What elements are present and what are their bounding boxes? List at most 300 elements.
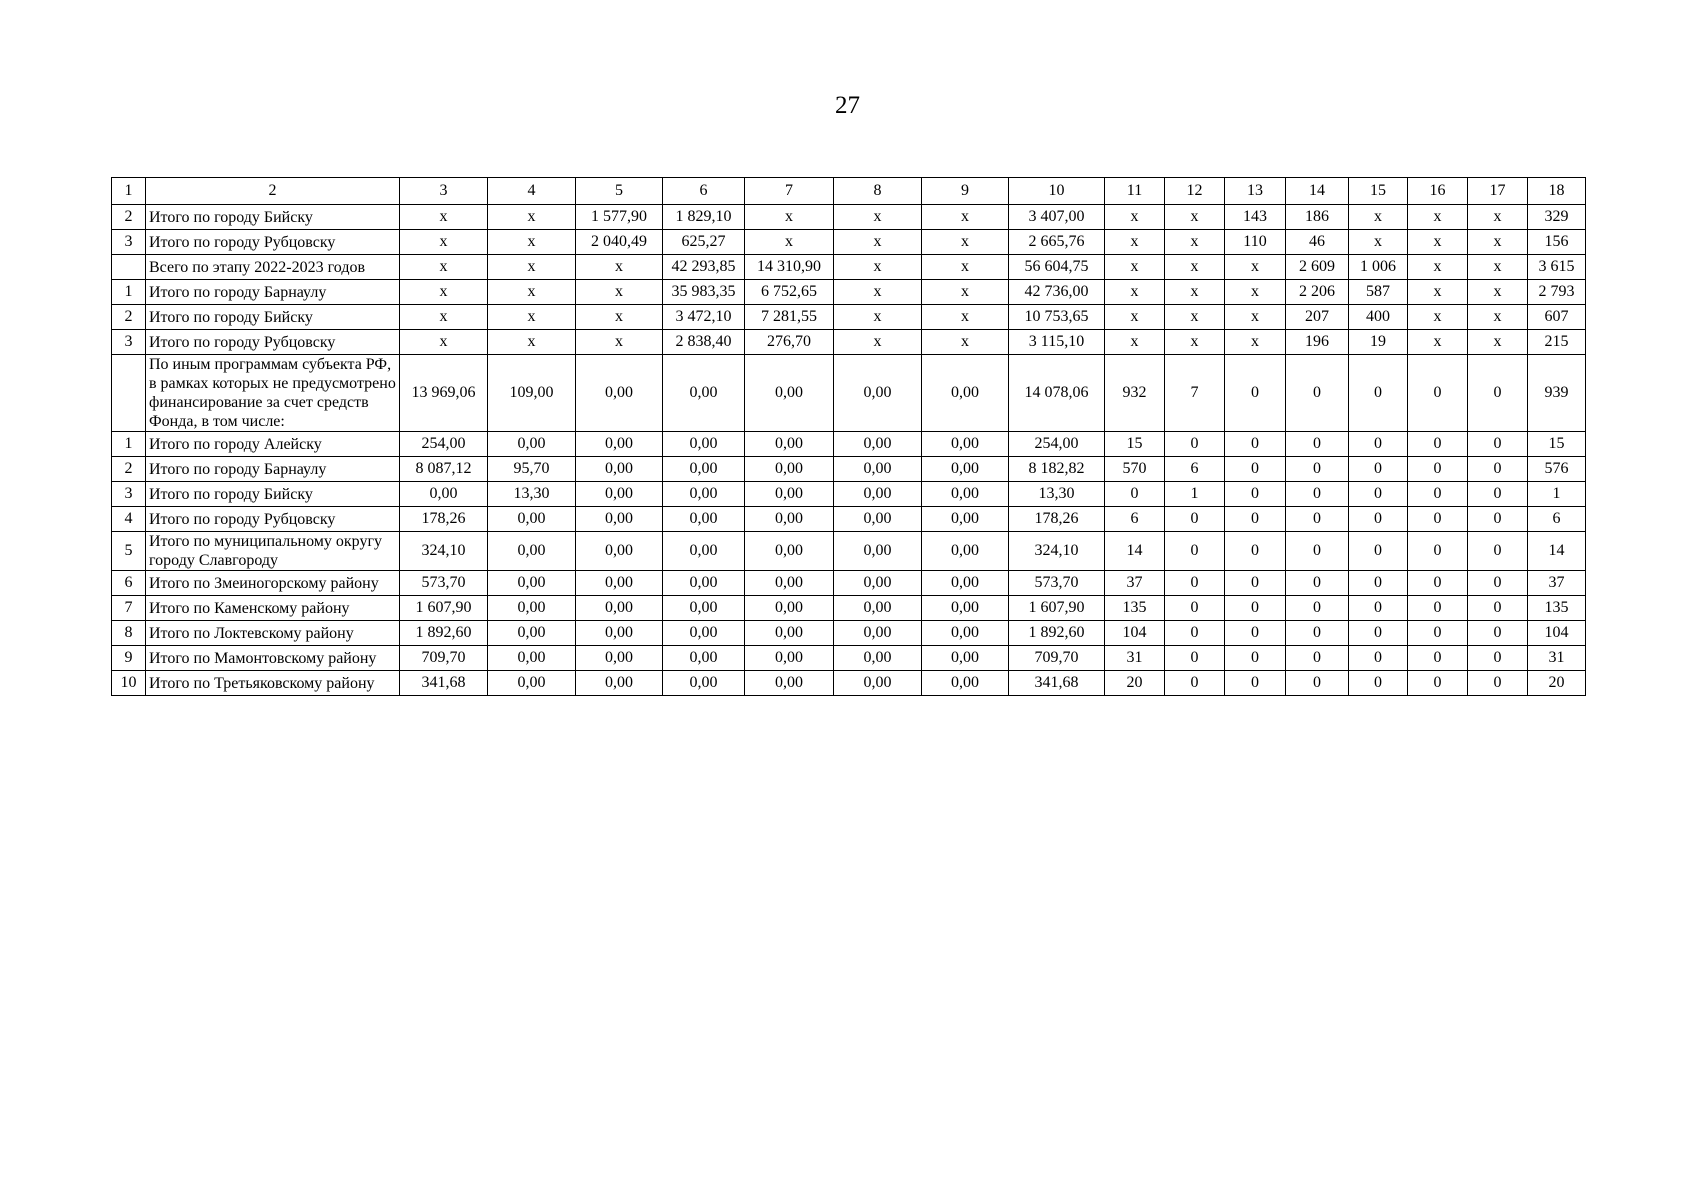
value-cell: 0,00 [576,646,663,671]
value-cell: 0,00 [663,457,745,482]
value-cell: 10 753,65 [1009,305,1105,330]
value-cell: 46 [1286,230,1349,255]
column-number-header: 15 [1349,178,1408,205]
table-row [112,482,1586,507]
value-cell: 576 [1528,457,1586,482]
column-number-header: 16 [1408,178,1468,205]
value-cell: 625,27 [663,230,745,255]
row-name: Итого по городу Рубцовску [146,230,400,255]
value-cell: x [922,205,1009,230]
value-cell: 143 [1225,205,1286,230]
value-cell: 0,00 [834,482,922,507]
value-cell: x [1105,255,1165,280]
value-cell: 35 983,35 [663,280,745,305]
value-cell: 0 [1468,621,1528,646]
value-cell: x [400,205,488,230]
value-cell: x [1408,230,1468,255]
value-cell: x [488,205,576,230]
value-cell: 254,00 [1009,432,1105,457]
value-cell: x [1165,255,1225,280]
value-cell: 0 [1349,355,1408,432]
table-row [112,532,1586,571]
value-cell: 0,00 [745,571,834,596]
value-cell: 0,00 [663,355,745,432]
value-cell: 6 [1165,457,1225,482]
row-number: 5 [112,532,146,571]
value-cell: 15 [1105,432,1165,457]
value-cell: 42 736,00 [1009,280,1105,305]
value-cell: 0 [1468,671,1528,696]
value-cell: x [1105,305,1165,330]
value-cell: 7 [1165,355,1225,432]
value-cell: x [834,255,922,280]
row-name: Итого по городу Рубцовску [146,507,400,532]
value-cell: 607 [1528,305,1586,330]
column-number-header: 8 [834,178,922,205]
value-cell: 37 [1105,571,1165,596]
row-number [112,255,146,280]
value-cell: 0,00 [488,571,576,596]
table-row [112,507,1586,532]
row-name: Итого по муниципальному округу городу Славгороду [146,532,400,571]
row-number: 3 [112,230,146,255]
value-cell: x [1105,330,1165,355]
row-number: 4 [112,507,146,532]
row-number: 3 [112,482,146,507]
value-cell: 0 [1349,432,1408,457]
value-cell: 207 [1286,305,1349,330]
row-name: Всего по этапу 2022-2023 годов [146,255,400,280]
value-cell: 0,00 [576,355,663,432]
value-cell: 6 [1528,507,1586,532]
value-cell: 0 [1408,507,1468,532]
value-cell: 573,70 [1009,571,1105,596]
value-cell: x [1105,280,1165,305]
value-cell: x [1468,255,1528,280]
row-number: 6 [112,571,146,596]
value-cell: 0 [1349,571,1408,596]
value-cell: 0 [1349,507,1408,532]
value-cell: x [1468,230,1528,255]
value-cell: 3 407,00 [1009,205,1105,230]
value-cell: 0,00 [663,646,745,671]
value-cell: 0,00 [576,671,663,696]
value-cell: 0,00 [663,507,745,532]
value-cell: 3 115,10 [1009,330,1105,355]
value-cell: 939 [1528,355,1586,432]
value-cell: 0 [1225,571,1286,596]
value-cell: 6 752,65 [745,280,834,305]
value-cell: 0 [1468,507,1528,532]
value-cell: 0,00 [834,571,922,596]
column-number-header: 7 [745,178,834,205]
table-row [112,255,1586,280]
value-cell: 0 [1468,532,1528,571]
value-cell: x [922,255,1009,280]
value-cell: x [834,230,922,255]
column-number-header: 14 [1286,178,1349,205]
column-number-header: 17 [1468,178,1528,205]
value-cell: 0,00 [576,571,663,596]
value-cell: 196 [1286,330,1349,355]
row-number: 7 [112,596,146,621]
value-cell: 0,00 [834,432,922,457]
table-row [112,432,1586,457]
value-cell: 0 [1408,571,1468,596]
value-cell: 0 [1468,355,1528,432]
value-cell: 0 [1286,355,1349,432]
value-cell: 0,00 [834,671,922,696]
value-cell: 135 [1528,596,1586,621]
value-cell: 0 [1468,646,1528,671]
row-number: 10 [112,671,146,696]
value-cell: x [576,305,663,330]
value-cell: 2 040,49 [576,230,663,255]
value-cell: 0,00 [488,671,576,696]
row-number [112,355,146,432]
value-cell: 8 182,82 [1009,457,1105,482]
value-cell: 1 607,90 [400,596,488,621]
value-cell: x [576,330,663,355]
value-cell: 570 [1105,457,1165,482]
value-cell: 0,00 [834,596,922,621]
row-name: Итого по городу Бийску [146,205,400,230]
value-cell: 2 609 [1286,255,1349,280]
value-cell: 178,26 [1009,507,1105,532]
row-name: Итого по городу Бийску [146,305,400,330]
value-cell: 0,00 [745,457,834,482]
value-cell: 104 [1528,621,1586,646]
value-cell: 0 [1165,432,1225,457]
table-row [112,457,1586,482]
value-cell: 324,10 [400,532,488,571]
value-cell: x [1468,280,1528,305]
value-cell: 0 [1286,482,1349,507]
value-cell: 0,00 [922,482,1009,507]
value-cell: x [834,205,922,230]
value-cell: 0,00 [400,482,488,507]
value-cell: 0,00 [745,596,834,621]
value-cell: 14 [1528,532,1586,571]
row-number: 3 [112,330,146,355]
value-cell: 1 [1165,482,1225,507]
column-number-header: 3 [400,178,488,205]
value-cell: 0,00 [922,532,1009,571]
value-cell: 13,30 [488,482,576,507]
data-table [111,177,1586,696]
value-cell: x [1468,305,1528,330]
value-cell: 0,00 [834,621,922,646]
value-cell: 0,00 [745,432,834,457]
row-number: 8 [112,621,146,646]
value-cell: 42 293,85 [663,255,745,280]
value-cell: 37 [1528,571,1586,596]
value-cell: x [834,330,922,355]
value-cell: x [834,305,922,330]
value-cell: 186 [1286,205,1349,230]
value-cell: x [1349,230,1408,255]
value-cell: 0,00 [922,621,1009,646]
value-cell: x [488,230,576,255]
value-cell: 932 [1105,355,1165,432]
value-cell: 0,00 [834,355,922,432]
value-cell: 6 [1105,507,1165,532]
value-cell: 0,00 [922,596,1009,621]
value-cell: 0 [1349,671,1408,696]
value-cell: x [1225,330,1286,355]
value-cell: 0 [1349,621,1408,646]
table-row [112,230,1586,255]
value-cell: 0,00 [834,532,922,571]
value-cell: 110 [1225,230,1286,255]
value-cell: 0 [1286,671,1349,696]
value-cell: 0 [1286,596,1349,621]
value-cell: x [488,280,576,305]
row-name: По иным программам субъекта РФ, в рамках которых не предусмотрено финансирование за счет средств Фонда, в том числе: [146,355,400,432]
value-cell: 0,00 [745,532,834,571]
value-cell: 95,70 [488,457,576,482]
value-cell: 0,00 [663,432,745,457]
column-number-header: 2 [146,178,400,205]
value-cell: 0 [1468,571,1528,596]
value-cell: 0 [1408,671,1468,696]
value-cell: x [834,280,922,305]
value-cell: 0 [1225,671,1286,696]
value-cell: 2 665,76 [1009,230,1105,255]
value-cell: x [1349,205,1408,230]
value-cell: x [1225,280,1286,305]
value-cell: x [1165,305,1225,330]
value-cell: 0,00 [663,621,745,646]
value-cell: 1 607,90 [1009,596,1105,621]
value-cell: x [576,280,663,305]
value-cell: 0,00 [576,432,663,457]
row-number: 9 [112,646,146,671]
value-cell: 0 [1225,646,1286,671]
value-cell: 8 087,12 [400,457,488,482]
value-cell: x [400,305,488,330]
row-name: Итого по Змеиногорскому району [146,571,400,596]
value-cell: x [922,280,1009,305]
value-cell: 2 793 [1528,280,1586,305]
value-cell: 20 [1528,671,1586,696]
value-cell: 0 [1225,482,1286,507]
column-number-header: 18 [1528,178,1586,205]
page-number: 27 [835,92,860,119]
column-number-header: 13 [1225,178,1286,205]
table-row [112,355,1586,432]
value-cell: 0 [1225,507,1286,532]
row-name: Итого по городу Рубцовску [146,330,400,355]
value-cell: 0 [1468,432,1528,457]
value-cell: 0 [1105,482,1165,507]
value-cell: 0 [1349,646,1408,671]
value-cell: 0 [1165,507,1225,532]
value-cell: 587 [1349,280,1408,305]
value-cell: 0 [1408,532,1468,571]
value-cell: 14 310,90 [745,255,834,280]
value-cell: x [1165,330,1225,355]
value-cell: 135 [1105,596,1165,621]
value-cell: x [922,305,1009,330]
value-cell: 0,00 [576,507,663,532]
table-row [112,571,1586,596]
value-cell: 0,00 [576,532,663,571]
value-cell: 0,00 [488,507,576,532]
row-name: Итого по Мамонтовскому району [146,646,400,671]
value-cell: 0 [1408,355,1468,432]
value-cell: x [488,255,576,280]
column-number-header: 12 [1165,178,1225,205]
value-cell: 215 [1528,330,1586,355]
value-cell: 329 [1528,205,1586,230]
value-cell: 0 [1468,457,1528,482]
value-cell: 13,30 [1009,482,1105,507]
row-number: 2 [112,205,146,230]
column-number-header: 4 [488,178,576,205]
value-cell: 178,26 [400,507,488,532]
value-cell: 0 [1408,457,1468,482]
value-cell: 156 [1528,230,1586,255]
value-cell: 0,00 [834,646,922,671]
table-row [112,646,1586,671]
value-cell: 31 [1105,646,1165,671]
value-cell: 19 [1349,330,1408,355]
value-cell: 0 [1286,457,1349,482]
value-cell: x [1105,205,1165,230]
value-cell: 0 [1349,596,1408,621]
value-cell: 0,00 [488,432,576,457]
value-cell: 0 [1165,646,1225,671]
value-cell: 0,00 [663,532,745,571]
value-cell: 0,00 [745,671,834,696]
value-cell: 0 [1468,482,1528,507]
value-cell: 0,00 [834,457,922,482]
row-name: Итого по городу Бийску [146,482,400,507]
value-cell: 0 [1408,482,1468,507]
value-cell: 0 [1408,596,1468,621]
value-cell: x [1165,230,1225,255]
column-number-header: 10 [1009,178,1105,205]
value-cell: 0,00 [576,596,663,621]
value-cell: 0,00 [745,621,834,646]
value-cell: 0 [1286,507,1349,532]
column-number-header: 9 [922,178,1009,205]
row-name: Итого по Каменскому району [146,596,400,621]
value-cell: 0 [1349,482,1408,507]
value-cell: 0,00 [745,482,834,507]
value-cell: 276,70 [745,330,834,355]
value-cell: 0 [1165,596,1225,621]
value-cell: 0,00 [922,571,1009,596]
value-cell: 0 [1286,432,1349,457]
table-row [112,621,1586,646]
value-cell: x [745,205,834,230]
value-cell: x [745,230,834,255]
value-cell: 1 577,90 [576,205,663,230]
value-cell: x [488,330,576,355]
value-cell: 0,00 [488,596,576,621]
value-cell: 0 [1468,596,1528,621]
value-cell: 1 [1528,482,1586,507]
value-cell: 0,00 [488,532,576,571]
value-cell: 0 [1165,571,1225,596]
value-cell: x [1408,255,1468,280]
value-cell: x [1408,280,1468,305]
value-cell: 0,00 [488,621,576,646]
row-name: Итого по городу Алейску [146,432,400,457]
value-cell: 0 [1349,457,1408,482]
value-cell: 1 892,60 [1009,621,1105,646]
value-cell: 324,10 [1009,532,1105,571]
table-row [112,671,1586,696]
header-row [112,178,1586,205]
value-cell: 0 [1349,532,1408,571]
value-cell: 0,00 [745,646,834,671]
table-row [112,305,1586,330]
column-number-header: 6 [663,178,745,205]
value-cell: 3 615 [1528,255,1586,280]
row-name: Итого по городу Барнаулу [146,280,400,305]
value-cell: 1 006 [1349,255,1408,280]
value-cell: 15 [1528,432,1586,457]
row-number: 2 [112,305,146,330]
value-cell: 0,00 [488,646,576,671]
value-cell: 14 078,06 [1009,355,1105,432]
value-cell: 7 281,55 [745,305,834,330]
value-cell: 573,70 [400,571,488,596]
row-name: Итого по Третьяковскому району [146,671,400,696]
value-cell: x [400,280,488,305]
value-cell: x [400,330,488,355]
value-cell: 1 829,10 [663,205,745,230]
table-row [112,205,1586,230]
row-name: Итого по Локтевскому району [146,621,400,646]
value-cell: 0 [1408,646,1468,671]
value-cell: 0,00 [663,482,745,507]
value-cell: 14 [1105,532,1165,571]
value-cell: x [1105,230,1165,255]
value-cell: 0,00 [745,507,834,532]
value-cell: x [1225,255,1286,280]
table-row [112,280,1586,305]
value-cell: 0,00 [922,507,1009,532]
table-row [112,330,1586,355]
value-cell: 0,00 [922,432,1009,457]
value-cell: 0,00 [922,646,1009,671]
value-cell: 0,00 [922,457,1009,482]
value-cell: 0 [1286,571,1349,596]
value-cell: 0,00 [745,355,834,432]
value-cell: 2 206 [1286,280,1349,305]
value-cell: x [400,230,488,255]
value-cell: 709,70 [1009,646,1105,671]
value-cell: x [1225,305,1286,330]
value-cell: 0,00 [834,507,922,532]
value-cell: 0,00 [576,457,663,482]
value-cell: x [1165,280,1225,305]
value-cell: x [400,255,488,280]
value-cell: 3 472,10 [663,305,745,330]
value-cell: 709,70 [400,646,488,671]
column-number-header: 1 [112,178,146,205]
value-cell: 20 [1105,671,1165,696]
value-cell: 254,00 [400,432,488,457]
row-name: Итого по городу Барнаулу [146,457,400,482]
column-number-header: 5 [576,178,663,205]
value-cell: 0 [1225,355,1286,432]
column-number-header: 11 [1105,178,1165,205]
